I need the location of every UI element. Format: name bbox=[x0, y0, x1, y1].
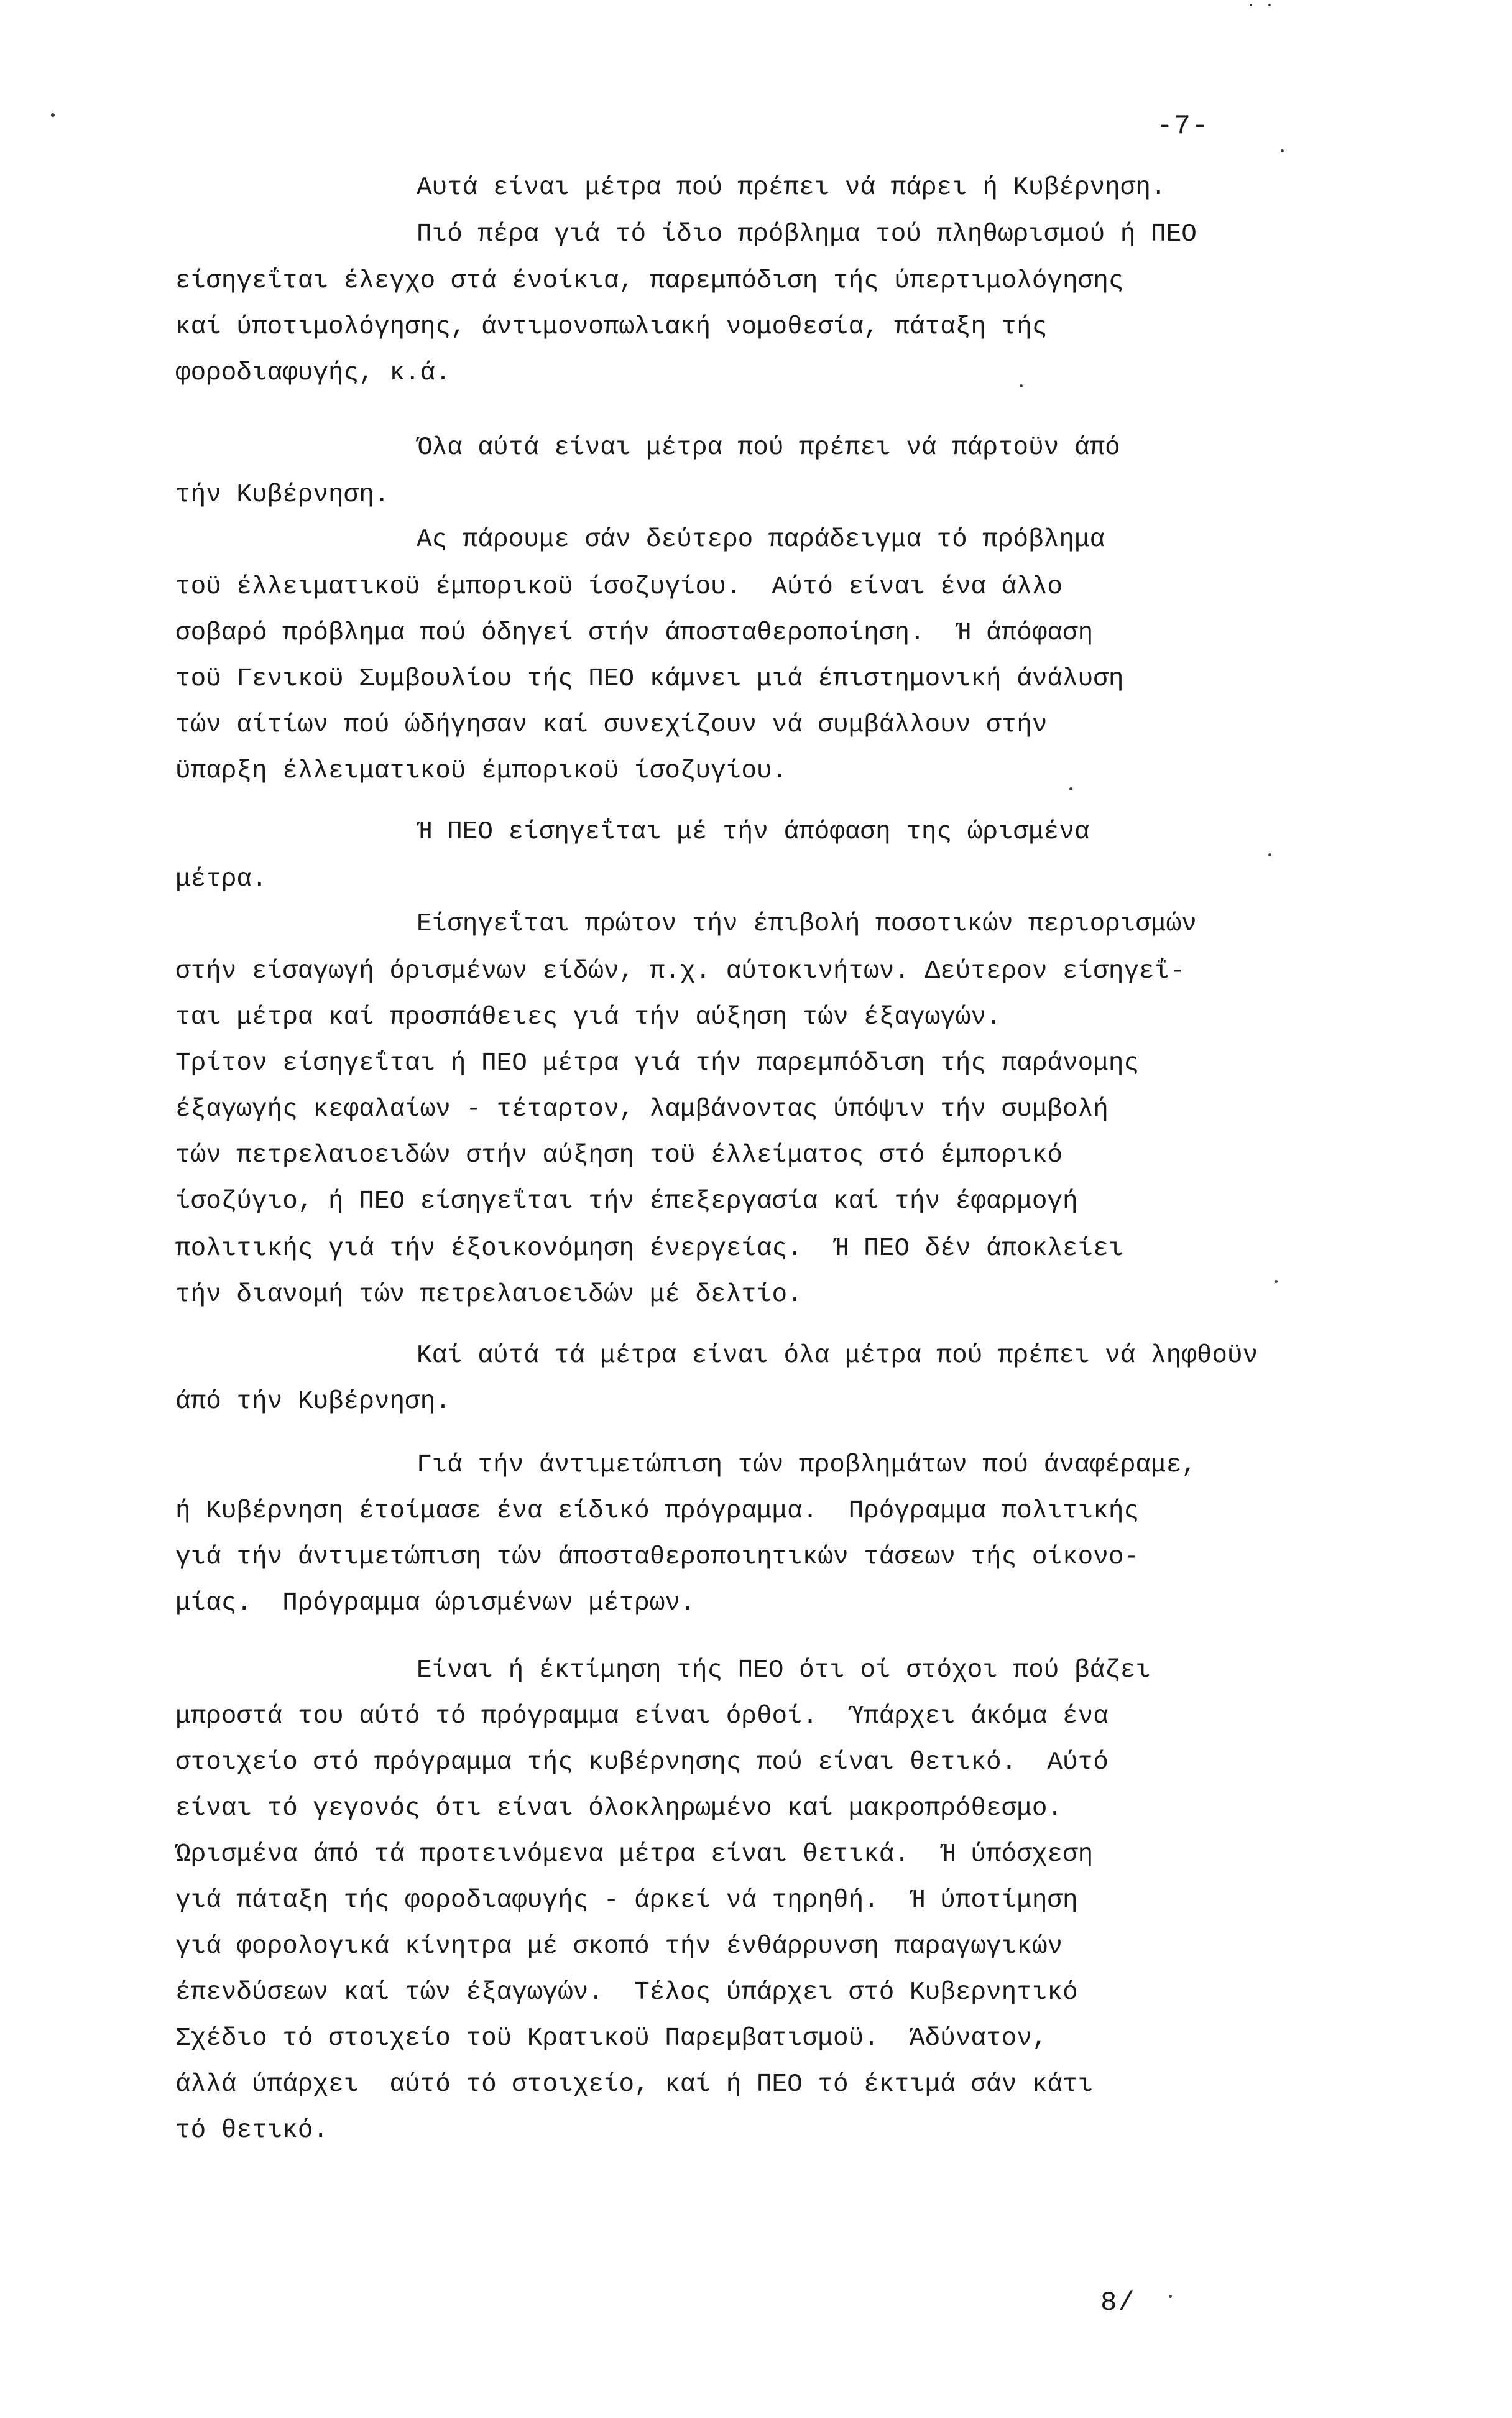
text-line: τοϋ έλλειματικοϋ έμπορικοϋ ίσοζυγίου. Αύτό είναι ένα άλλο bbox=[175, 573, 1063, 601]
text-line: τοϋ Γενικοϋ Συμβουλίου τής ΠΕΟ κάμνει μιά έπιστημονική άνάλυση bbox=[175, 665, 1124, 693]
text-line: Γιά τήν άντιμετώπιση τών προβλημάτων πού άναφέραμε, bbox=[417, 1451, 1197, 1480]
text-line: Ώρισμένα άπό τά προτεινόμενα μέτρα είναι θετικά. Ή ύπόσχεση bbox=[175, 1840, 1094, 1869]
text-line: τών αίτίων πού ώδήγησαν καί συνεχίζουν νά συμβάλλουν στήν bbox=[175, 711, 1048, 739]
text-line: τών πετρελαιοειδών στήν αύξηση τοϋ έλλείματος στό έμπορικό bbox=[175, 1141, 1063, 1170]
text-line: στοιχείο στό πρόγραμμα τής κυβέρνησης πού είναι θετικό. Αύτό bbox=[175, 1748, 1109, 1777]
text-line: μπροστά του αύτό τό πρόγραμμα είναι όρθοί. Ύπάρχει άκόμα ένα bbox=[175, 1702, 1109, 1731]
scan-speck bbox=[1020, 384, 1023, 387]
text-line: στήν είσαγωγή όρισμένων είδών, π.χ. αύτοκινήτων. Δεύτερον είσηγεΐ- bbox=[175, 957, 1185, 986]
text-line: σοβαρό πρόβλημα πού όδηγεί στήν άποσταθεροποίηση. Ή άπόφαση bbox=[175, 619, 1094, 647]
text-line: Καί αύτά τά μέτρα είναι όλα μέτρα πού πρέπει νά ληφθοϋν bbox=[417, 1341, 1258, 1370]
text-line: φοροδιαφυγής, κ.ά. bbox=[175, 359, 451, 387]
scan-speck bbox=[1069, 787, 1072, 790]
text-line: Είσηγεΐται πρώτον τήν έπιβολή ποσοτικών περιορισμών bbox=[417, 910, 1197, 938]
text-line: γιά τήν άντιμετώπιση τών άποσταθεροποιητικών τάσεων τής οίκονο- bbox=[175, 1543, 1140, 1572]
text-line: μίας. Πρόγραμμα ώρισμένων μέτρων. bbox=[175, 1589, 696, 1618]
text-line: Πιό πέρα γιά τό ίδιο πρόβλημα τού πληθωρισμού ή ΠΕΟ bbox=[417, 220, 1197, 249]
scan-speck bbox=[1250, 4, 1252, 6]
text-line: πολιτικής γιά τήν έξοικονόμηση ένεργείας. Ή ΠΕΟ δέν άποκλείει bbox=[175, 1234, 1124, 1263]
text-line: είσηγεΐται έλεγχο στά ένοίκια, παρεμπόδιση τής ύπερτιμολόγησης bbox=[175, 267, 1124, 295]
text-line: άπό τήν Κυβέρνηση. bbox=[175, 1387, 451, 1416]
continuation-marker: 8/ bbox=[1100, 2287, 1136, 2318]
text-line: είναι τό γεγονός ότι είναι όλοκληρωμένο καί μακροπρόθεσμο. bbox=[175, 1794, 1063, 1823]
text-line: τήν διανομή τών πετρελαιοειδών μέ δελτίο. bbox=[175, 1281, 803, 1309]
scan-speck bbox=[1268, 853, 1271, 856]
text-line: ται μέτρα καί προσπάθειες γιά τήν αύξηση τών έξαγωγών. bbox=[175, 1003, 1002, 1032]
text-line: ή Κυβέρνηση έτοίμασε ένα είδικό πρόγραμμα. Πρόγραμμα πολιτικής bbox=[175, 1497, 1140, 1526]
text-line: Σχέδιο τό στοιχείο τοϋ Κρατικοϋ Παρεμβατισμοϋ. Άδύνατον, bbox=[175, 2024, 1048, 2053]
text-line: άλλά ύπάρχει αύτό τό στοιχείο, καί ή ΠΕΟ τό έκτιμά σάν κάτι bbox=[175, 2070, 1094, 2099]
text-line: έξαγωγής κεφαλαίων - τέταρτον, λαμβάνοντας ύπόψιν τήν συμβολή bbox=[175, 1095, 1109, 1124]
text-line: Ή ΠΕΟ είσηγεΐται μέ τήν άπόφαση της ώρισμένα bbox=[417, 818, 1090, 846]
text-line: ϋπαρξη έλλειματικοϋ έμπορικοϋ ίσοζυγίου. bbox=[175, 757, 788, 785]
text-line: γιά πάταξη τής φοροδιαφυγής - άρκεί νά τηρηθή. Ή ύποτίμηση bbox=[175, 1886, 1078, 1915]
text-line: τό θετικό. bbox=[175, 2116, 329, 2145]
text-line: έπενδύσεων καί τών έξαγωγών. Τέλος ύπάρχει στό Κυβερνητικό bbox=[175, 1978, 1078, 2007]
scan-speck bbox=[1281, 149, 1284, 152]
scan-speck bbox=[1268, 4, 1271, 6]
text-line: Ας πάρουμε σάν δεύτερο παράδειγμα τό πρόβλημα bbox=[417, 526, 1105, 554]
text-line: τήν Κυβέρνηση. bbox=[175, 481, 390, 509]
text-line: Είναι ή έκτίμηση τής ΠΕΟ ότι οί στόχοι πού βάζει bbox=[417, 1656, 1151, 1685]
text-line: Αυτά είναι μέτρα πού πρέπει νά πάρει ή Κυβέρνηση. bbox=[417, 174, 1166, 202]
scan-speck bbox=[1169, 2295, 1172, 2298]
text-line: γιά φορολογικά κίνητρα μέ σκοπό τήν ένθάρρυνση παραγωγικών bbox=[175, 1932, 1063, 1961]
page-number: -7- bbox=[1156, 111, 1210, 142]
text-line: μέτρα. bbox=[175, 865, 267, 894]
text-line: ίσοζύγιο, ή ΠΕΟ είσηγεΐται τήν έπεξεργασία καί τήν έφαρμογή bbox=[175, 1187, 1078, 1216]
scan-speck bbox=[1275, 1280, 1278, 1283]
text-line: καί ύποτιμολόγησης, άντιμονοπωλιακή νομοθεσία, πάταξη τής bbox=[175, 313, 1048, 341]
scan-speck bbox=[51, 113, 55, 117]
text-line: Τρίτον είσηγεΐται ή ΠΕΟ μέτρα γιά τήν παρεμπόδιση τής παράνομης bbox=[175, 1049, 1140, 1078]
text-line: Όλα αύτά είναι μέτρα πού πρέπει νά πάρτοϋν άπό bbox=[417, 433, 1120, 462]
